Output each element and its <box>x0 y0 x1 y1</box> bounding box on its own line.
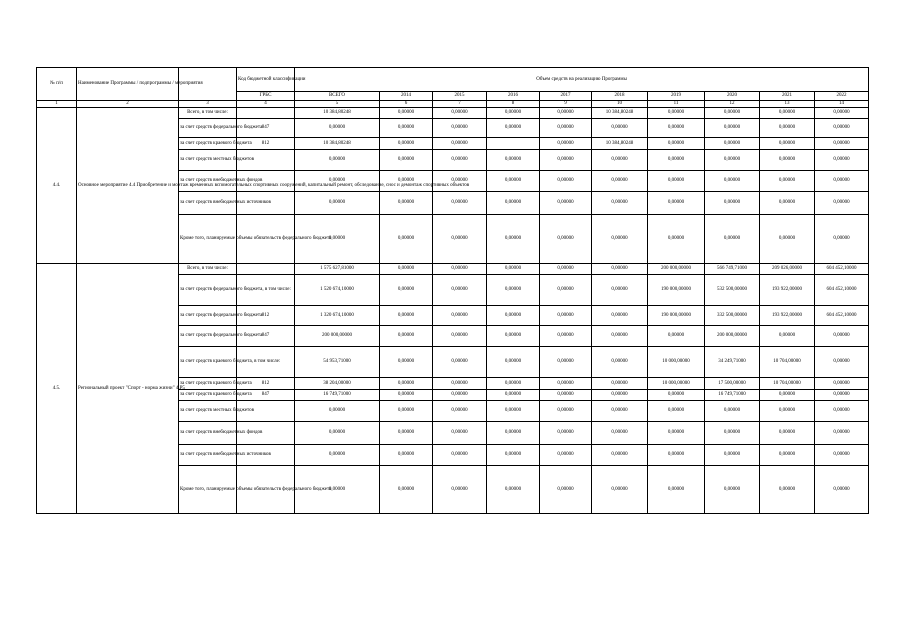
col-header-year: 2020 <box>705 92 760 101</box>
year-value: 34 249,71000 <box>705 347 760 378</box>
year-value: 332 500,00000 <box>705 306 760 326</box>
year-value: 0,00000 <box>380 306 433 326</box>
year-value: 0,00000 <box>380 108 433 119</box>
year-value: 17 500,00000 <box>705 378 760 390</box>
year-value: 0,00000 <box>380 390 433 401</box>
year-value: 0,00000 <box>815 192 869 215</box>
total-value: 16 749,71000 <box>295 390 380 401</box>
funding-source-label: за счет средств федерального бюджета <box>179 119 237 138</box>
column-number: 6 <box>380 101 433 108</box>
year-value: 0,00000 <box>648 445 705 466</box>
year-value: 0,00000 <box>380 264 433 275</box>
col-header-year: 2014 <box>380 92 433 101</box>
year-value: 0,00000 <box>815 119 869 138</box>
table-row <box>37 264 869 275</box>
year-value: 0,00000 <box>760 119 815 138</box>
year-value: 0,00000 <box>705 422 760 445</box>
year-value: 0,00000 <box>815 326 869 347</box>
col-header-code: Код бюджетной классификации <box>237 68 295 92</box>
total-value: 54 953,71000 <box>295 347 380 378</box>
funding-source-label: за счет средств краевого бюджета <box>179 138 237 150</box>
year-value: 0,00000 <box>433 422 487 445</box>
year-value: 0,00000 <box>540 378 592 390</box>
col-header-year: 2022 <box>815 92 869 101</box>
program-funding-table <box>36 67 869 514</box>
year-value: 0,00000 <box>487 466 540 514</box>
year-value: 0,00000 <box>705 401 760 422</box>
funding-source-label: за счет средств местных бюджетов <box>179 150 237 171</box>
year-value: 0,00000 <box>760 326 815 347</box>
year-value: 0,00000 <box>380 138 433 150</box>
year-value: 0,00000 <box>380 215 433 264</box>
column-number: 1 <box>37 101 77 108</box>
year-value: 10 704,00000 <box>760 347 815 378</box>
year-value: 0,00000 <box>760 466 815 514</box>
column-number: 13 <box>760 101 815 108</box>
year-value: 0,00000 <box>433 306 487 326</box>
year-value: 0,00000 <box>760 192 815 215</box>
year-value: 0,00000 <box>592 347 648 378</box>
col-header-name: Наименование Программы / подпрограммы / мероприятия <box>77 68 179 101</box>
year-value: 0,00000 <box>433 378 487 390</box>
year-value: 0,00000 <box>592 192 648 215</box>
column-number: 14 <box>815 101 869 108</box>
year-value: 0,00000 <box>705 138 760 150</box>
year-value: 0,00000 <box>540 306 592 326</box>
year-value: 0,00000 <box>487 347 540 378</box>
year-value: 190 000,00000 <box>648 306 705 326</box>
year-value: 0,00000 <box>487 119 540 138</box>
total-value: 1 520 674,10000 <box>295 275 380 306</box>
year-value: 0,00000 <box>433 347 487 378</box>
funding-source-label: за счет средств внебюджетных источников <box>179 192 237 215</box>
grbs-code: 812 <box>237 138 295 150</box>
year-value: 0,00000 <box>592 445 648 466</box>
year-value: 0,00000 <box>760 390 815 401</box>
year-value: 0,00000 <box>592 306 648 326</box>
year-value: 0,00000 <box>487 264 540 275</box>
year-value: 0,00000 <box>433 119 487 138</box>
year-value: 200 000,00000 <box>705 326 760 347</box>
year-value: 193 922,00000 <box>760 275 815 306</box>
section-name: Основное мероприятие 4.4 Приобретение и монтаж временных вспомогательных спортивных сооружений, капитальный ремонт, обследование, снос и демонтаж спортивных объектов <box>77 108 179 264</box>
year-value: 0,00000 <box>433 171 487 192</box>
year-value: 10 384,80248 <box>592 138 648 150</box>
total-value: 0,00000 <box>295 119 380 138</box>
year-value: 0,00000 <box>487 108 540 119</box>
year-value: 0,00000 <box>705 150 760 171</box>
year-value: 0,00000 <box>380 192 433 215</box>
total-value: 1 575 627,81000 <box>295 264 380 275</box>
year-value: 0,00000 <box>815 150 869 171</box>
year-value: 0,00000 <box>380 378 433 390</box>
total-value: 0,00000 <box>295 150 380 171</box>
year-value: 0,00000 <box>648 466 705 514</box>
year-value: 0,00000 <box>648 215 705 264</box>
year-value: 0,00000 <box>380 150 433 171</box>
funding-source-label: за счет средств краевого бюджета <box>179 378 237 390</box>
year-value: 0,00000 <box>705 215 760 264</box>
year-value: 10 704,00000 <box>760 378 815 390</box>
column-number: 10 <box>592 101 648 108</box>
year-value: 0,00000 <box>487 390 540 401</box>
column-number: 3 <box>179 101 237 108</box>
year-value: 0,00000 <box>487 445 540 466</box>
funding-source-label: Кроме того, планируемые объемы обязательств федерального бюджета <box>179 466 237 514</box>
year-value: 0,00000 <box>487 150 540 171</box>
col-header-total: ВСЕГО <box>295 92 380 101</box>
year-value: 0,00000 <box>540 390 592 401</box>
year-value: 0,00000 <box>487 401 540 422</box>
year-value: 0,00000 <box>433 401 487 422</box>
year-value: 0,00000 <box>433 264 487 275</box>
year-value: 0,00000 <box>648 422 705 445</box>
year-value: 0,00000 <box>380 445 433 466</box>
year-value: 0,00000 <box>592 401 648 422</box>
year-value: 0,00000 <box>648 192 705 215</box>
column-number: 2 <box>77 101 179 108</box>
year-value: 16 749,71000 <box>705 390 760 401</box>
column-number: 9 <box>540 101 592 108</box>
year-value <box>487 138 540 150</box>
year-value: 0,00000 <box>433 466 487 514</box>
year-value: 0,00000 <box>760 150 815 171</box>
funding-source-label: за счет средств федерального бюджета, в том числе: <box>179 275 237 306</box>
total-value: 0,00000 <box>295 171 380 192</box>
year-value: 0,00000 <box>380 119 433 138</box>
year-value: 0,00000 <box>592 215 648 264</box>
year-value: 0,00000 <box>540 422 592 445</box>
year-value: 0,00000 <box>815 422 869 445</box>
year-value: 0,00000 <box>487 215 540 264</box>
year-value: 0,00000 <box>705 192 760 215</box>
year-value: 0,00000 <box>380 422 433 445</box>
total-value: 0,00000 <box>295 215 380 264</box>
year-value: 0,00000 <box>592 466 648 514</box>
year-value: 0,00000 <box>705 171 760 192</box>
year-value: 0,00000 <box>815 347 869 378</box>
year-value: 0,00000 <box>705 119 760 138</box>
grbs-code: 847 <box>237 390 295 401</box>
year-value: 0,00000 <box>592 275 648 306</box>
year-value: 0,00000 <box>433 192 487 215</box>
year-value: 0,00000 <box>540 171 592 192</box>
year-value: 0,00000 <box>487 275 540 306</box>
year-value: 0,00000 <box>760 171 815 192</box>
col-header-volume: Объем средств на реализацию Программы <box>295 68 869 92</box>
year-value: 0,00000 <box>433 138 487 150</box>
year-value: 0,00000 <box>648 150 705 171</box>
year-value: 0,00000 <box>433 108 487 119</box>
year-value: 0,00000 <box>540 119 592 138</box>
year-value: 0,00000 <box>705 445 760 466</box>
year-value: 0,00000 <box>592 378 648 390</box>
year-value: 0,00000 <box>540 347 592 378</box>
funding-source-label: за счет средств федерального бюджета <box>179 306 237 326</box>
year-value: 200 000,00000 <box>648 264 705 275</box>
column-number: 11 <box>648 101 705 108</box>
funding-source-label: за счет средств внебюджетных источников <box>179 445 237 466</box>
year-value: 0,00000 <box>433 445 487 466</box>
year-value: 0,00000 <box>705 108 760 119</box>
year-value: 209 026,00000 <box>760 264 815 275</box>
column-number: 7 <box>433 101 487 108</box>
year-value: 0,00000 <box>540 138 592 150</box>
year-value: 0,00000 <box>815 445 869 466</box>
grbs-code: 812 <box>237 306 295 326</box>
year-value: 604 452,10000 <box>815 306 869 326</box>
table-row <box>37 108 869 119</box>
year-value: 604 452,10000 <box>815 275 869 306</box>
column-number: 4 <box>237 101 295 108</box>
year-value: 0,00000 <box>433 275 487 306</box>
year-value: 0,00000 <box>648 119 705 138</box>
funding-source-label: за счет средств федерального бюджета <box>179 326 237 347</box>
col-header-year: 2019 <box>648 92 705 101</box>
year-value: 566 749,71000 <box>705 264 760 275</box>
year-value: 0,00000 <box>815 401 869 422</box>
column-number: 8 <box>487 101 540 108</box>
total-value: 0,00000 <box>295 422 380 445</box>
year-value: 10 000,00000 <box>648 347 705 378</box>
year-value: 0,00000 <box>648 138 705 150</box>
column-number: 12 <box>705 101 760 108</box>
col-header-year: 2021 <box>760 92 815 101</box>
funding-source-label: за счет средств внебюджетных фондов <box>179 171 237 192</box>
total-value: 0,00000 <box>295 466 380 514</box>
year-value: 0,00000 <box>487 378 540 390</box>
year-value: 0,00000 <box>433 326 487 347</box>
total-value: 200 000,00000 <box>295 326 380 347</box>
year-value: 0,00000 <box>433 215 487 264</box>
year-value: 0,00000 <box>815 108 869 119</box>
total-value: 38 204,00000 <box>295 378 380 390</box>
year-value: 0,00000 <box>815 390 869 401</box>
year-value: 0,00000 <box>487 306 540 326</box>
grbs-code <box>237 264 295 275</box>
year-value: 190 000,00000 <box>648 275 705 306</box>
total-value: 0,00000 <box>295 401 380 422</box>
year-value: 0,00000 <box>815 138 869 150</box>
col-header-year: 2018 <box>592 92 648 101</box>
year-value: 0,00000 <box>540 264 592 275</box>
year-value: 0,00000 <box>540 466 592 514</box>
funding-source-label: Всего, в том числе: <box>179 108 237 119</box>
year-value: 0,00000 <box>815 378 869 390</box>
year-value: 0,00000 <box>760 401 815 422</box>
year-value: 0,00000 <box>760 108 815 119</box>
grbs-code: 847 <box>237 119 295 138</box>
year-value: 0,00000 <box>648 401 705 422</box>
year-value: 0,00000 <box>592 264 648 275</box>
year-value: 0,00000 <box>592 150 648 171</box>
year-value: 0,00000 <box>760 215 815 264</box>
year-value: 0,00000 <box>760 138 815 150</box>
year-value: 0,00000 <box>592 171 648 192</box>
year-value: 0,00000 <box>815 215 869 264</box>
year-value: 0,00000 <box>648 390 705 401</box>
year-value: 10 000,00000 <box>648 378 705 390</box>
column-number-row <box>37 101 869 108</box>
year-value: 0,00000 <box>592 390 648 401</box>
col-header-year: 2017 <box>540 92 592 101</box>
year-value: 0,00000 <box>540 192 592 215</box>
year-value: 0,00000 <box>433 390 487 401</box>
year-value: 10 384,80248 <box>592 108 648 119</box>
col-header-year: 2016 <box>487 92 540 101</box>
year-value: 0,00000 <box>380 326 433 347</box>
col-header-num: № п/п <box>37 68 77 101</box>
funding-source-label: за счет средств краевого бюджета <box>179 390 237 401</box>
funding-source-label: за счет средств краевого бюджета, в том числе: <box>179 347 237 378</box>
year-value: 0,00000 <box>380 466 433 514</box>
grbs-code <box>237 108 295 119</box>
grbs-code: 847 <box>237 326 295 347</box>
year-value: 0,00000 <box>380 401 433 422</box>
funding-source-label: Всего, в том числе: <box>179 264 237 275</box>
year-value: 0,00000 <box>487 192 540 215</box>
total-value: 10 384,80248 <box>295 138 380 150</box>
year-value: 0,00000 <box>705 466 760 514</box>
section-number: 4.5. <box>37 264 77 514</box>
column-number: 5 <box>295 101 380 108</box>
year-value: 0,00000 <box>592 326 648 347</box>
year-value: 0,00000 <box>592 422 648 445</box>
total-value: 0,00000 <box>295 445 380 466</box>
year-value: 0,00000 <box>380 347 433 378</box>
grbs-code: 812 <box>237 378 295 390</box>
year-value: 0,00000 <box>540 326 592 347</box>
year-value: 0,00000 <box>815 171 869 192</box>
year-value: 0,00000 <box>540 108 592 119</box>
funding-source-label: за счет средств внебюджетных фондов <box>179 422 237 445</box>
funding-source-label: за счет средств местных бюджетов <box>179 401 237 422</box>
year-value: 0,00000 <box>380 275 433 306</box>
year-value: 0,00000 <box>760 422 815 445</box>
total-value: 10 384,80248 <box>295 108 380 119</box>
year-value: 0,00000 <box>433 150 487 171</box>
year-value: 193 922,00000 <box>760 306 815 326</box>
section-number: 4.4. <box>37 108 77 264</box>
total-value: 0,00000 <box>295 192 380 215</box>
year-value: 0,00000 <box>487 171 540 192</box>
year-value: 0,00000 <box>540 150 592 171</box>
year-value: 0,00000 <box>540 445 592 466</box>
year-value: 0,00000 <box>815 466 869 514</box>
year-value: 604 452,10000 <box>815 264 869 275</box>
year-value: 0,00000 <box>487 326 540 347</box>
year-value: 0,00000 <box>540 401 592 422</box>
year-value: 0,00000 <box>648 171 705 192</box>
col-header-year: 2015 <box>433 92 487 101</box>
year-value: 0,00000 <box>487 422 540 445</box>
year-value: 0,00000 <box>540 275 592 306</box>
section-name: Региональный проект "Спорт - норма жизни" 4.Р5 <box>77 264 179 514</box>
year-value: 0,00000 <box>648 108 705 119</box>
header-row <box>37 68 869 92</box>
total-value: 1 320 674,10000 <box>295 306 380 326</box>
col-header-grbs: ГРБС <box>237 92 295 101</box>
year-value: 0,00000 <box>760 445 815 466</box>
year-value: 0,00000 <box>592 119 648 138</box>
year-value: 0,00000 <box>648 326 705 347</box>
funding-source-label: Кроме того, планируемые объемы обязательств федерального бюджета <box>179 215 237 264</box>
year-value: 0,00000 <box>380 171 433 192</box>
year-value: 532 500,00000 <box>705 275 760 306</box>
year-value: 0,00000 <box>540 215 592 264</box>
